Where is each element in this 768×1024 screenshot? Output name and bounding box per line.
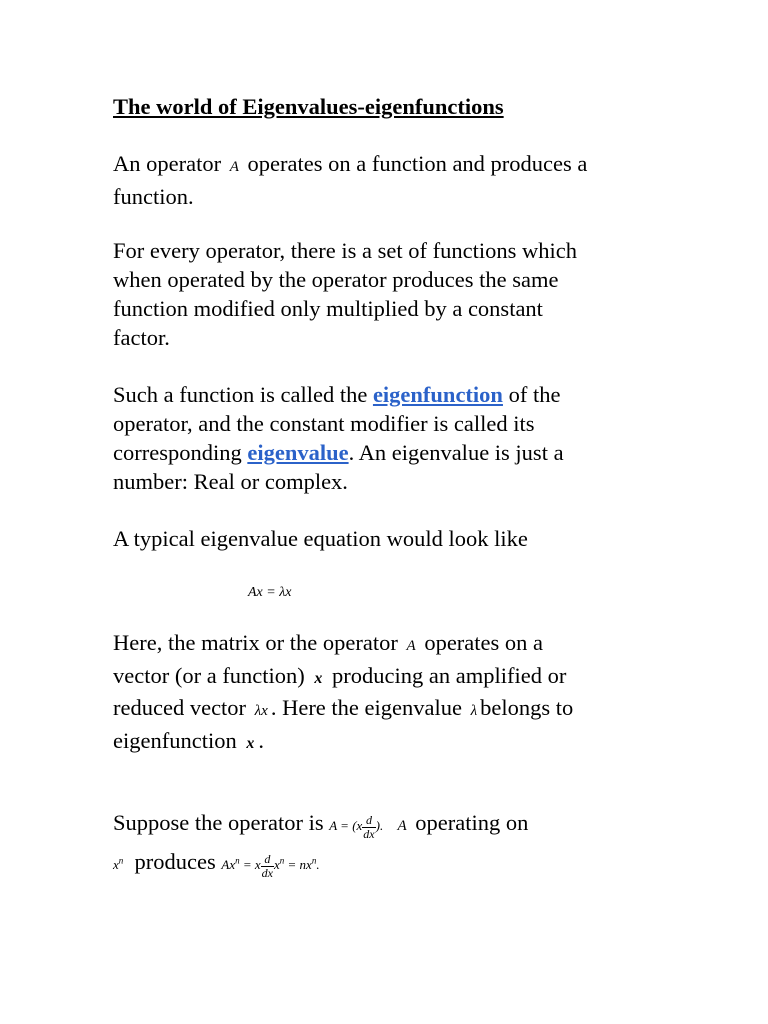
text-line xyxy=(113,726,673,758)
text-line xyxy=(113,805,673,844)
text-span: vector (or a function) xyxy=(113,663,305,688)
text-span: operates on a xyxy=(424,630,544,655)
text-span: reduced vector xyxy=(113,695,247,720)
text-line: A typical eigenvalue equation would look like xyxy=(113,526,528,551)
text-span: produces xyxy=(134,849,216,874)
text-line xyxy=(113,661,673,693)
math-text: Ax xyxy=(221,857,236,872)
derivative-fraction xyxy=(261,853,274,880)
eigenvalue-equation: Ax = λx xyxy=(248,585,292,600)
text-line xyxy=(113,380,673,409)
math-text: . xyxy=(316,857,320,872)
text-span: An operator xyxy=(113,151,222,176)
fraction-denominator: dx xyxy=(363,826,375,841)
paragraph-set-of-functions xyxy=(113,236,673,352)
fraction-numerator: d xyxy=(261,853,274,867)
math-exponent: n xyxy=(235,855,240,866)
math-text: x xyxy=(273,857,280,872)
text-line: function modified only multiplied by a constant xyxy=(113,296,543,321)
text-span: Here, the matrix or the operator xyxy=(113,630,398,655)
text-span: eigenfunction xyxy=(113,728,237,753)
math-text: x xyxy=(113,857,119,872)
text-span: . xyxy=(258,728,264,753)
text-span: Such a function is called the xyxy=(113,382,368,407)
text-span: of the xyxy=(508,382,561,407)
text-span: belongs to xyxy=(480,695,574,720)
derivative-fraction xyxy=(362,814,375,841)
math-symbol-x: x xyxy=(246,735,255,752)
math-exponent: n xyxy=(311,855,317,866)
math-symbol-lambda-x: λx xyxy=(254,703,268,719)
paragraph-example xyxy=(113,805,673,883)
paragraph-explanation xyxy=(113,628,673,758)
derivative-equation xyxy=(221,851,320,880)
paragraph-typical-equation xyxy=(113,524,673,553)
math-symbol-a: A xyxy=(397,818,407,834)
math-symbol-a: A xyxy=(406,638,416,654)
math-text: = nx xyxy=(284,857,312,872)
eigenvalue-term-link[interactable]: eigenvalue xyxy=(247,440,349,465)
text-line xyxy=(113,844,673,883)
fraction-numerator: d xyxy=(362,814,375,828)
text-line xyxy=(113,693,673,726)
document-title: The world of Eigenvalues-eigenfunctions xyxy=(113,94,504,119)
text-span: operates on a function and produces a xyxy=(247,151,588,176)
math-text: = x xyxy=(239,857,261,872)
paragraph-operator-intro xyxy=(113,149,673,211)
math-x-power-n xyxy=(113,857,123,872)
math-text: ). xyxy=(375,818,384,833)
math-exponent: n xyxy=(279,855,285,866)
math-symbol-a: A xyxy=(229,159,239,175)
text-line: factor. xyxy=(113,325,170,350)
paragraph-definitions xyxy=(113,380,673,496)
text-line xyxy=(113,149,673,182)
text-span: producing an amplified or xyxy=(332,663,567,688)
math-symbol-x: x xyxy=(314,670,323,687)
fraction-denominator: dx xyxy=(261,865,273,880)
operator-definition xyxy=(329,812,384,841)
text-line: For every operator, there is a set of functions which xyxy=(113,238,577,263)
text-line: when operated by the operator produces the same xyxy=(113,267,559,292)
math-exponent: n xyxy=(118,855,124,866)
text-span: . Here the eigenvalue xyxy=(270,695,462,720)
math-text: A = (x xyxy=(329,818,363,833)
math-symbol-lambda: λ xyxy=(470,703,478,719)
text-line xyxy=(113,628,673,661)
text-span: operating on xyxy=(415,810,529,835)
text-line xyxy=(113,438,673,467)
text-span: corresponding xyxy=(113,440,242,465)
text-line: function. xyxy=(113,184,194,209)
text-span: . An eigenvalue is just a xyxy=(348,440,564,465)
text-span: Suppose the operator is xyxy=(113,810,324,835)
eigenfunction-term-link[interactable]: eigenfunction xyxy=(372,382,503,407)
text-line: operator, and the constant modifier is called its xyxy=(113,411,535,436)
text-line: number: Real or complex. xyxy=(113,469,348,494)
